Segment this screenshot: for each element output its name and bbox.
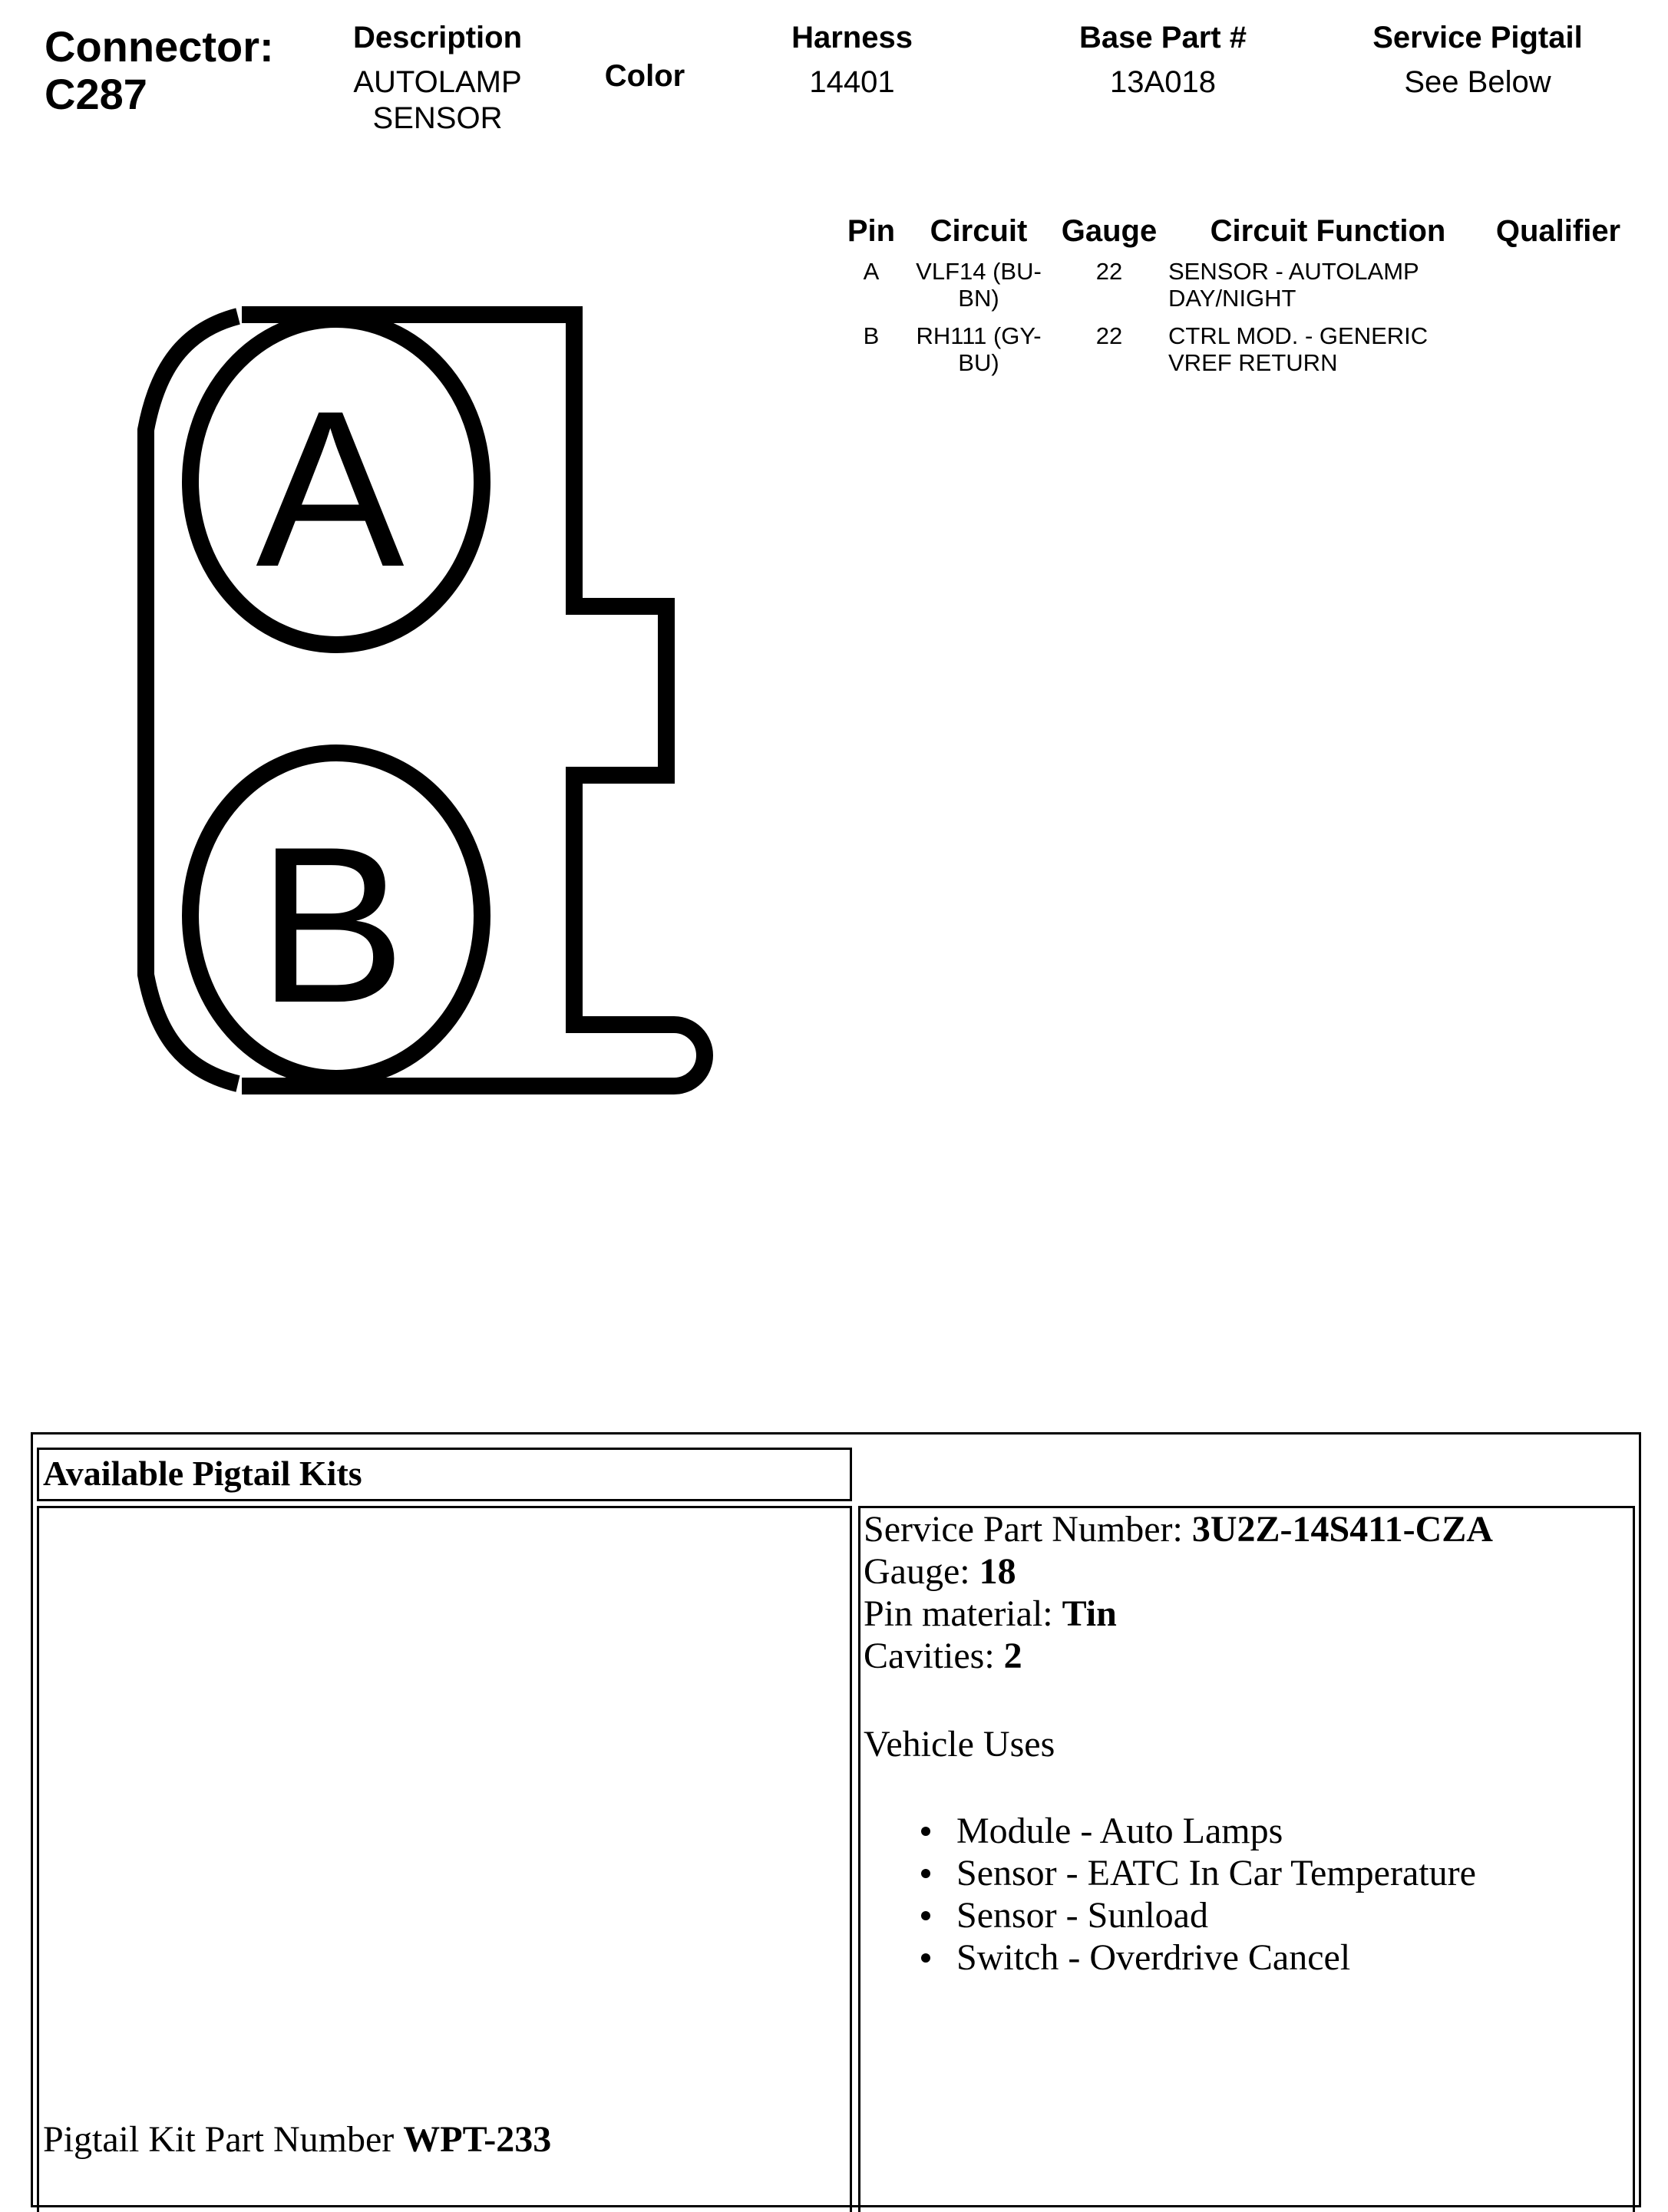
- circuit-column-header: Circuit: [930, 214, 1028, 248]
- list-item: Module - Auto Lamps: [921, 1810, 1283, 1852]
- base-part-value: 13A018: [1110, 65, 1216, 99]
- description-line2: SENSOR: [372, 101, 503, 135]
- bullet-icon: [921, 1827, 930, 1836]
- kit-gauge: [864, 1550, 1016, 1593]
- pin-material-label: Pin material:: [864, 1593, 1062, 1634]
- kit-gauge-label: Gauge:: [864, 1551, 979, 1592]
- function-cell-line2: VREF RETURN: [1168, 349, 1338, 376]
- list-item: Sensor - Sunload: [921, 1894, 1208, 1936]
- bullet-icon: [921, 1911, 930, 1920]
- gauge-cell: 22: [1095, 258, 1123, 285]
- cavities-value: 2: [1003, 1636, 1022, 1676]
- cavities: [864, 1635, 1022, 1677]
- function-cell-line2: DAY/NIGHT: [1168, 285, 1296, 312]
- qualifier-column-header: Qualifier: [1495, 214, 1621, 248]
- pin-cell: B: [863, 322, 880, 349]
- pin-material: [864, 1593, 1117, 1635]
- connector-diagram: [130, 303, 714, 1105]
- description-line1: AUTOLAMP: [353, 65, 522, 99]
- pin-column-header: Pin: [847, 214, 896, 248]
- service-part-value: 3U2Z-14S411-CZA: [1191, 1509, 1493, 1550]
- gauge-column-header: Gauge: [1061, 214, 1158, 248]
- service-pigtail-header: Service Pigtail: [1372, 21, 1583, 54]
- cavities-label: Cavities:: [864, 1636, 1004, 1676]
- kit-part-label: Pigtail Kit Part Number: [43, 2119, 404, 2160]
- kit-part-value: WPT-233: [403, 2119, 552, 2160]
- list-item: Sensor - EATC In Car Temperature: [921, 1852, 1476, 1894]
- pigtail-kits-title: Available Pigtail Kits: [43, 1454, 362, 1493]
- description-header: Description: [352, 21, 523, 54]
- pigtail-kit-part-number: [43, 2118, 551, 2161]
- kit-gauge-value: 18: [979, 1551, 1016, 1592]
- service-part-number: [864, 1508, 1493, 1550]
- color-header: Color: [604, 59, 685, 93]
- bullet-icon: [921, 1869, 930, 1878]
- function-column-header: Circuit Function: [1210, 214, 1446, 248]
- pin-a-label: A: [256, 365, 405, 613]
- pin-b-label: B: [257, 801, 406, 1049]
- connector-title: [45, 23, 274, 118]
- circuit-cell-line1: VLF14 (BU-: [916, 258, 1042, 285]
- service-pigtail-value: See Below: [1404, 65, 1551, 99]
- function-cell-line1: CTRL MOD. - GENERIC: [1168, 322, 1429, 349]
- function-cell-line1: SENSOR - AUTOLAMP: [1168, 258, 1419, 285]
- connector-id: C287: [45, 70, 147, 118]
- pin-cell: A: [863, 258, 880, 285]
- harness-value: 14401: [809, 65, 895, 99]
- circuit-cell-line2: BN): [958, 285, 999, 312]
- list-item: Switch - Overdrive Cancel: [921, 1936, 1350, 1979]
- vehicle-uses-heading: Vehicle Uses: [864, 1724, 1055, 1765]
- gauge-cell: 22: [1095, 322, 1123, 349]
- bullet-icon: [921, 1953, 930, 1963]
- harness-header: Harness: [791, 21, 913, 54]
- pigtail-kit-image-cell: [37, 1506, 852, 2212]
- circuit-cell-line1: RH111 (GY-: [916, 322, 1042, 349]
- service-part-label: Service Part Number:: [864, 1509, 1192, 1550]
- connector-label: Connector:: [45, 22, 274, 71]
- pin-material-value: Tin: [1062, 1593, 1117, 1634]
- circuit-cell-line2: BU): [958, 349, 999, 376]
- base-part-header: Base Part #: [1079, 21, 1247, 54]
